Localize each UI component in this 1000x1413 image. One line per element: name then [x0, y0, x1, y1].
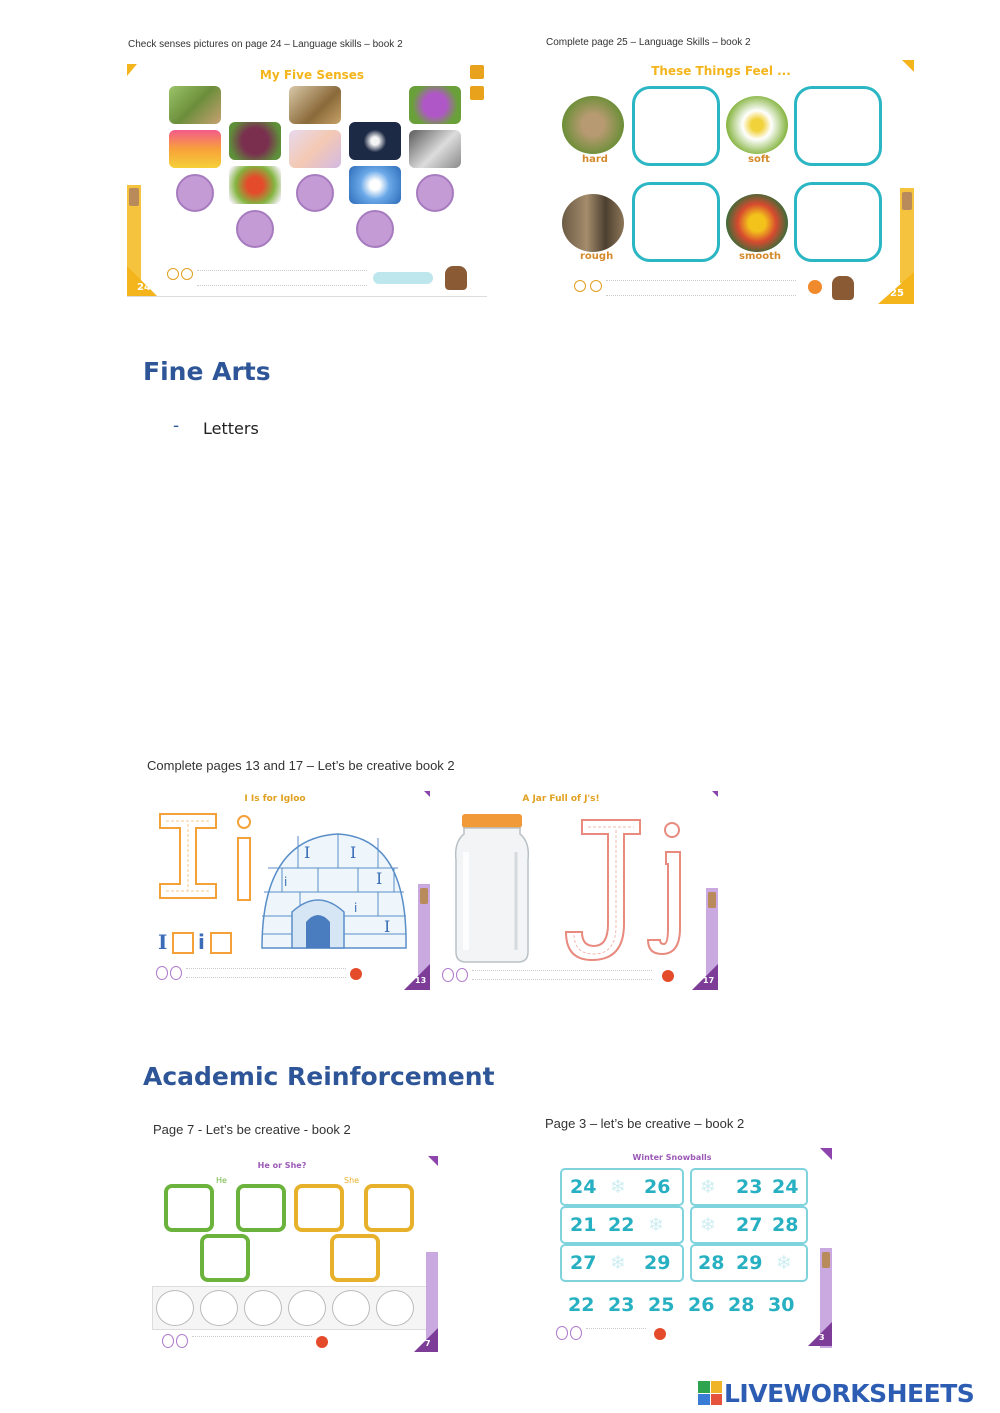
svg-text:i: i: [284, 875, 288, 889]
svg-text:I: I: [304, 843, 311, 862]
senses-worksheet: [127, 60, 487, 297]
sun-photo: [349, 166, 401, 204]
beaver-icon: [445, 266, 467, 290]
number-cell: 26: [644, 1176, 671, 1198]
label-rough: rough: [580, 251, 614, 262]
caption-page7: Page 7 - Let’s be creative - book 2: [153, 1122, 351, 1137]
option-number[interactable]: 28: [728, 1294, 755, 1316]
face-sticker[interactable]: [244, 1290, 282, 1326]
label-smooth: smooth: [739, 251, 782, 262]
instructions-text: [186, 968, 346, 978]
page-number: 24: [137, 282, 151, 293]
daisy-photo: [726, 96, 788, 154]
number-cell: 28: [772, 1214, 799, 1236]
answer-circle[interactable]: [356, 210, 394, 248]
number-cell: 22: [608, 1214, 635, 1236]
label-he: He: [216, 1176, 227, 1185]
clock-icon: [808, 280, 822, 294]
he-she-worksheet: [152, 1152, 438, 1352]
number-cell: 23: [736, 1176, 763, 1198]
page-number: 7: [425, 1339, 431, 1348]
number-cell: 21: [570, 1214, 597, 1236]
logo-text: LIVEWORKSHEETS: [724, 1378, 975, 1408]
bookmark-icon: [129, 188, 139, 206]
bench-photo: [562, 96, 624, 154]
puppy-photo: [169, 86, 221, 124]
corner-triangle-icon: [428, 1156, 438, 1166]
flower-photo: [409, 86, 461, 124]
letter-j-trace: [562, 814, 646, 964]
she-frame[interactable]: [330, 1234, 380, 1282]
drawing-frame[interactable]: [632, 182, 720, 262]
he-frame[interactable]: [200, 1234, 250, 1282]
snowflake-blank[interactable]: ❄: [700, 1176, 716, 1198]
girl-photo: [289, 130, 341, 168]
label-hard: hard: [582, 154, 608, 165]
instructions-text: [472, 970, 652, 980]
salad-photo: [229, 166, 281, 204]
she-frame[interactable]: [294, 1184, 344, 1232]
snowball-title: Winter Snowballs: [632, 1153, 712, 1162]
child-icon: [156, 966, 168, 980]
number-cell: 28: [698, 1252, 725, 1274]
he-frame[interactable]: [236, 1184, 286, 1232]
child-icon: [456, 968, 468, 982]
jar-drawing: [452, 812, 532, 964]
snowflake-blank[interactable]: ❄: [700, 1214, 716, 1236]
corner-triangle-icon: [820, 1148, 832, 1160]
child-icon: [176, 1334, 188, 1348]
face-sticker[interactable]: [332, 1290, 370, 1326]
letter-small-i-trace: [234, 814, 254, 904]
face-sticker[interactable]: [376, 1290, 414, 1326]
feel-worksheet: [546, 58, 914, 304]
moon-photo: [349, 122, 401, 160]
option-number[interactable]: 22: [568, 1294, 595, 1316]
child-icon: [442, 968, 454, 982]
bookmark-icon: [902, 192, 912, 210]
drawing-frame[interactable]: [794, 86, 882, 166]
bookmark-icon: [420, 888, 428, 904]
page-number: 3: [819, 1333, 825, 1342]
caption-senses: Check senses pictures on page 24 – Language skills – book 2: [128, 39, 403, 50]
child-icon: [556, 1326, 568, 1340]
sense-icon: [181, 268, 193, 280]
feel-title: These Things Feel ...: [651, 64, 791, 78]
clock-icon: [316, 1336, 328, 1348]
page-number: 17: [703, 976, 715, 985]
senses-title: My Five Senses: [259, 68, 365, 82]
sticker-badge: [470, 65, 484, 79]
sense-icon: [574, 280, 586, 292]
face-sticker[interactable]: [200, 1290, 238, 1326]
igloo-worksheet: [150, 788, 430, 990]
number-cell: 29: [736, 1252, 763, 1274]
write-box[interactable]: [172, 932, 194, 954]
caption-feel: Complete page 25 – Language Skills – book 2: [546, 37, 751, 48]
number-cell: 27: [570, 1252, 597, 1274]
jar-title: A Jar Full of J's!: [522, 794, 600, 804]
drawing-frame[interactable]: [632, 86, 720, 166]
svg-text:I: I: [376, 869, 383, 888]
sense-icon: [167, 268, 179, 280]
face-sticker[interactable]: [288, 1290, 326, 1326]
progress-strip: [373, 272, 433, 284]
jelly-photo: [169, 130, 221, 168]
snowball-worksheet: [552, 1148, 832, 1348]
liveworksheets-logo[interactable]: [698, 1376, 974, 1410]
answer-circle[interactable]: [296, 174, 334, 212]
number-cell: 27: [736, 1214, 763, 1236]
igloo-title: I Is for Igloo: [244, 794, 306, 804]
instructions-text: [197, 270, 367, 286]
svg-text:i: i: [354, 901, 358, 915]
bullet-dash: -: [173, 416, 180, 436]
bookmark-icon: [822, 1252, 830, 1268]
instructions-text: [586, 1328, 646, 1337]
letter-small-j-trace: [646, 818, 694, 958]
jar-worksheet: [436, 788, 718, 990]
she-frame[interactable]: [364, 1184, 414, 1232]
child-icon: [570, 1326, 582, 1340]
option-number[interactable]: 23: [608, 1294, 635, 1316]
corner-triangle-icon: [424, 791, 430, 797]
page-number: 13: [415, 976, 427, 985]
lamp-photo: [409, 130, 461, 168]
option-number[interactable]: 26: [688, 1294, 715, 1316]
label-soft: soft: [748, 154, 770, 165]
academic-heading: Academic Reinforcement: [143, 1062, 495, 1091]
trumpet-photo: [289, 86, 341, 124]
clock-icon: [662, 970, 674, 982]
letter-i-sample: i: [198, 930, 205, 954]
svg-text:I: I: [350, 843, 357, 862]
fine-arts-heading: Fine Arts: [143, 357, 271, 386]
slide-photo: [726, 194, 788, 252]
beaver-icon: [832, 276, 854, 300]
letters-item: Letters: [203, 419, 259, 438]
answer-circle[interactable]: [236, 210, 274, 248]
corner-triangle-icon: [902, 60, 914, 72]
instructions-text: [606, 280, 796, 296]
bookmark-icon: [708, 892, 716, 908]
option-number[interactable]: 30: [768, 1294, 795, 1316]
answer-circle[interactable]: [176, 174, 214, 212]
page-number: 25: [890, 288, 904, 299]
snowflake-blank[interactable]: ❄: [610, 1252, 626, 1274]
number-cell: 29: [644, 1252, 671, 1274]
number-cell: 24: [772, 1176, 799, 1198]
snowflake-blank[interactable]: ❄: [610, 1176, 626, 1198]
sense-icon: [590, 280, 602, 292]
grapes-photo: [229, 122, 281, 160]
clock-icon: [350, 968, 362, 980]
logo-blocks-icon: [698, 1381, 722, 1405]
option-number[interactable]: 25: [648, 1294, 675, 1316]
sticker-badge: [470, 86, 484, 100]
write-box[interactable]: [210, 932, 232, 954]
corner-triangle-icon: [127, 64, 137, 76]
letter-i-trace: [156, 810, 220, 902]
number-cell: 24: [570, 1176, 597, 1198]
he-frame[interactable]: [164, 1184, 214, 1232]
drawing-frame[interactable]: [794, 182, 882, 262]
child-icon: [170, 966, 182, 980]
instructions-text: [192, 1336, 312, 1345]
snowflake-blank[interactable]: ❄: [648, 1214, 664, 1236]
he-she-title: He or She?: [257, 1161, 307, 1170]
corner-triangle-icon: [712, 791, 718, 797]
caption-page3: Page 3 – let’s be creative – book 2: [545, 1116, 745, 1131]
letter-I-sample: I: [158, 930, 168, 954]
clock-icon: [654, 1328, 666, 1340]
caption-creative-ij: Complete pages 13 and 17 – Let’s be creative book 2: [147, 758, 455, 773]
face-sticker[interactable]: [156, 1290, 194, 1326]
bark-photo: [562, 194, 624, 252]
svg-text:I: I: [384, 917, 391, 936]
answer-circle[interactable]: [416, 174, 454, 212]
child-icon: [162, 1334, 174, 1348]
snowflake-blank[interactable]: ❄: [776, 1252, 792, 1274]
label-she: She: [344, 1176, 360, 1185]
igloo-drawing: [258, 828, 408, 952]
